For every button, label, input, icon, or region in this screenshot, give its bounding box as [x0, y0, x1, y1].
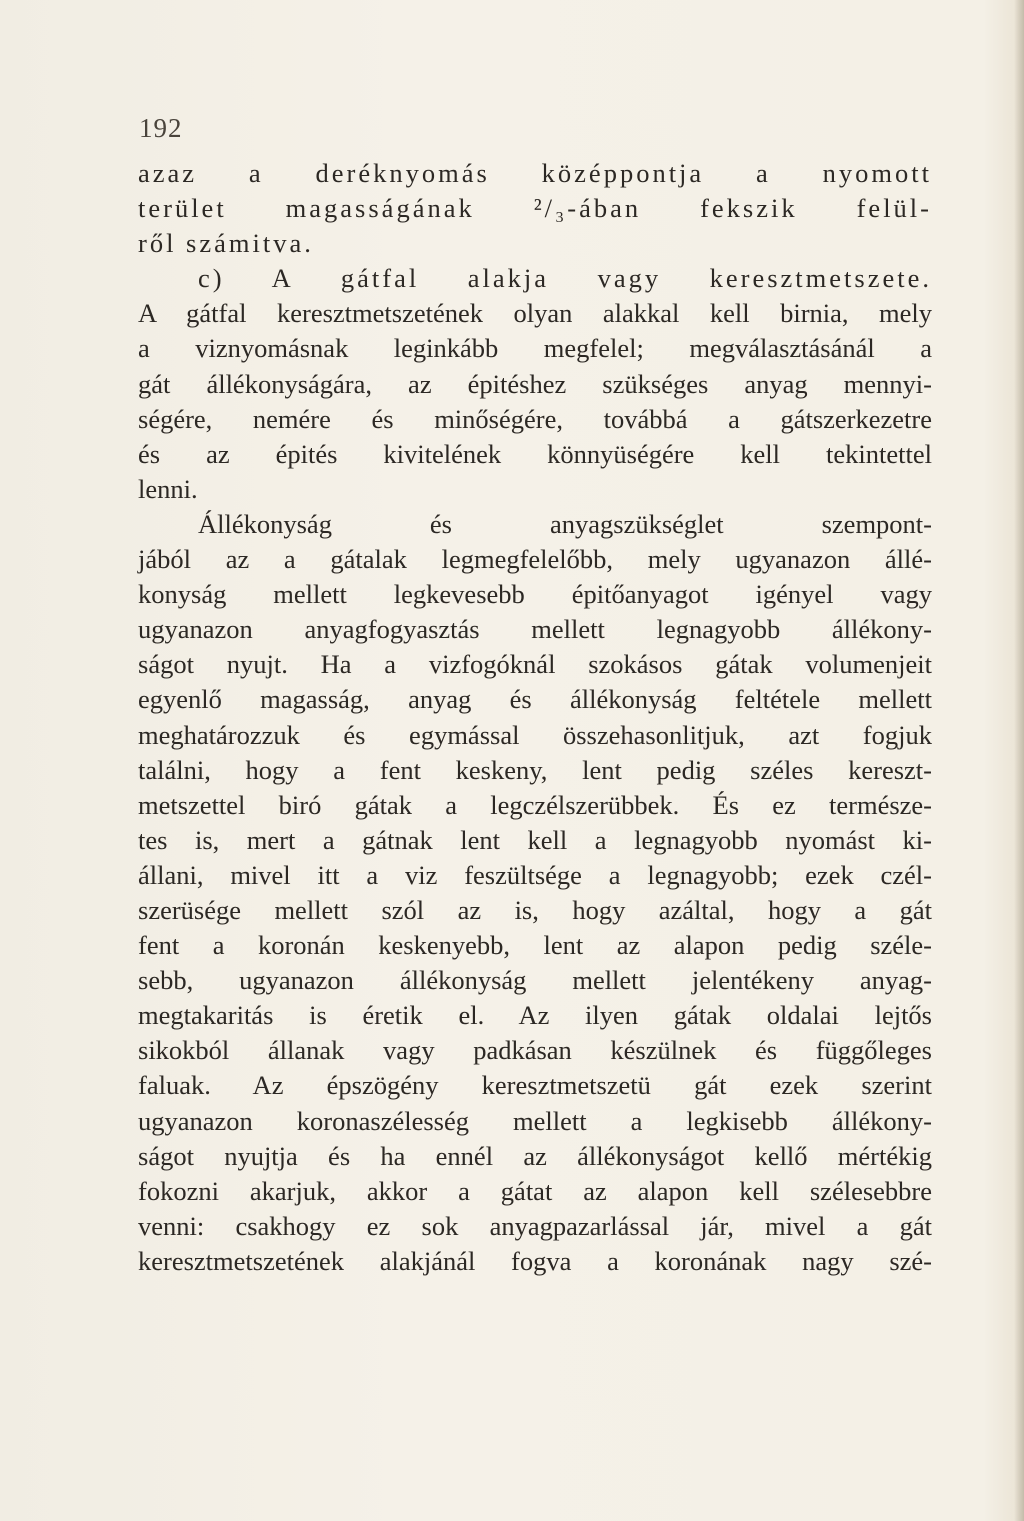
text-line: fokozni akarjuk, akkor a gátat az alapon kell szélesebbre — [138, 1175, 932, 1206]
text-line: meghatározzuk és egymással összehasonlitjuk, azt fogjuk — [138, 719, 932, 750]
text-line: venni: csakhogy ez sok anyagpazarlással jár, mivel a gát — [138, 1210, 932, 1241]
text-line: megtakaritás is éretik el. Az ilyen gátak oldalai lejtős — [138, 1000, 932, 1031]
text-line: sebb, ugyanazon állékonyság mellett jelentékeny anyag- — [138, 965, 932, 996]
text-line: konyság mellett legkevesebb épitőanyagot igényel vagy — [138, 579, 932, 610]
text-line: sikokból állanak vagy padkásan készülnek és függőleges — [138, 1035, 932, 1066]
text-line: ugyanazon koronaszélesség mellett a legkisebb állékony- — [138, 1105, 932, 1136]
section-heading: c) A gátfal alakja vagy keresztmetszete. — [198, 263, 932, 294]
text-line: terület magasságának ²/₃-ában fekszik felül- — [138, 193, 932, 224]
text-line: azaz a deréknyomás középpontja a nyomott — [138, 158, 932, 188]
text-line: találni, hogy a fent keskeny, lent pedig széles kereszt- — [138, 754, 932, 785]
text-line: ságot nyujt. Ha a vizfogóknál szokásos gátak volumenjeit — [138, 649, 932, 680]
text-line: Állékonyság és anyagszükséglet szempont- — [198, 508, 932, 539]
body-text — [138, 156, 932, 1279]
text-line: faluak. Az épszögény keresztmetszetü gát ezek szerint — [138, 1070, 932, 1101]
text-line: ságot nyujtja és ha ennél az állékonyságot kellő mértékig — [138, 1140, 932, 1171]
text-line: ségére, nemére és minőségére, továbbá a gátszerkezetre — [138, 403, 932, 434]
text-line: jából az a gátalak legmegfelelőbb, mely ugyanazon állé- — [138, 544, 932, 575]
text-line: A gátfal keresztmetszetének olyan alakkal kell birnia, mely — [138, 298, 932, 329]
text-line: szerüsége mellett szól az is, hogy azáltal, hogy a gát — [138, 894, 932, 925]
text-line: gát állékonyságára, az épitéshez szükséges anyag mennyi- — [138, 368, 932, 399]
text-line: metszettel biró gátak a legczélszerübbek. És ez természe- — [138, 789, 932, 820]
text-line: állani, mivel itt a viz feszültsége a legnagyobb; ezek czél- — [138, 859, 932, 890]
text-line: ről számitva. — [138, 228, 314, 259]
page-number: 192 — [139, 113, 183, 143]
text-line: keresztmetszetének alakjánál fogva a koronának nagy szé- — [138, 1245, 932, 1276]
text-line: ugyanazon anyagfogyasztás mellett legnagyobb állékony- — [138, 614, 932, 645]
text-line: lenni. — [138, 473, 198, 504]
text-line: egyenlő magasság, anyag és állékonyság feltétele mellett — [138, 684, 932, 715]
text-line: tes is, mert a gátnak lent kell a legnagyobb nyomást ki- — [138, 824, 932, 855]
text-line: fent a koronán keskenyebb, lent az alapon pedig széle- — [138, 930, 932, 961]
page-edge-shadow — [1014, 0, 1024, 1521]
text-line: és az épités kivitelének könnyüségére kell tekintettel — [138, 438, 932, 469]
text-line: a viznyomásnak leginkább megfelel; megválasztásánál a — [138, 333, 932, 364]
